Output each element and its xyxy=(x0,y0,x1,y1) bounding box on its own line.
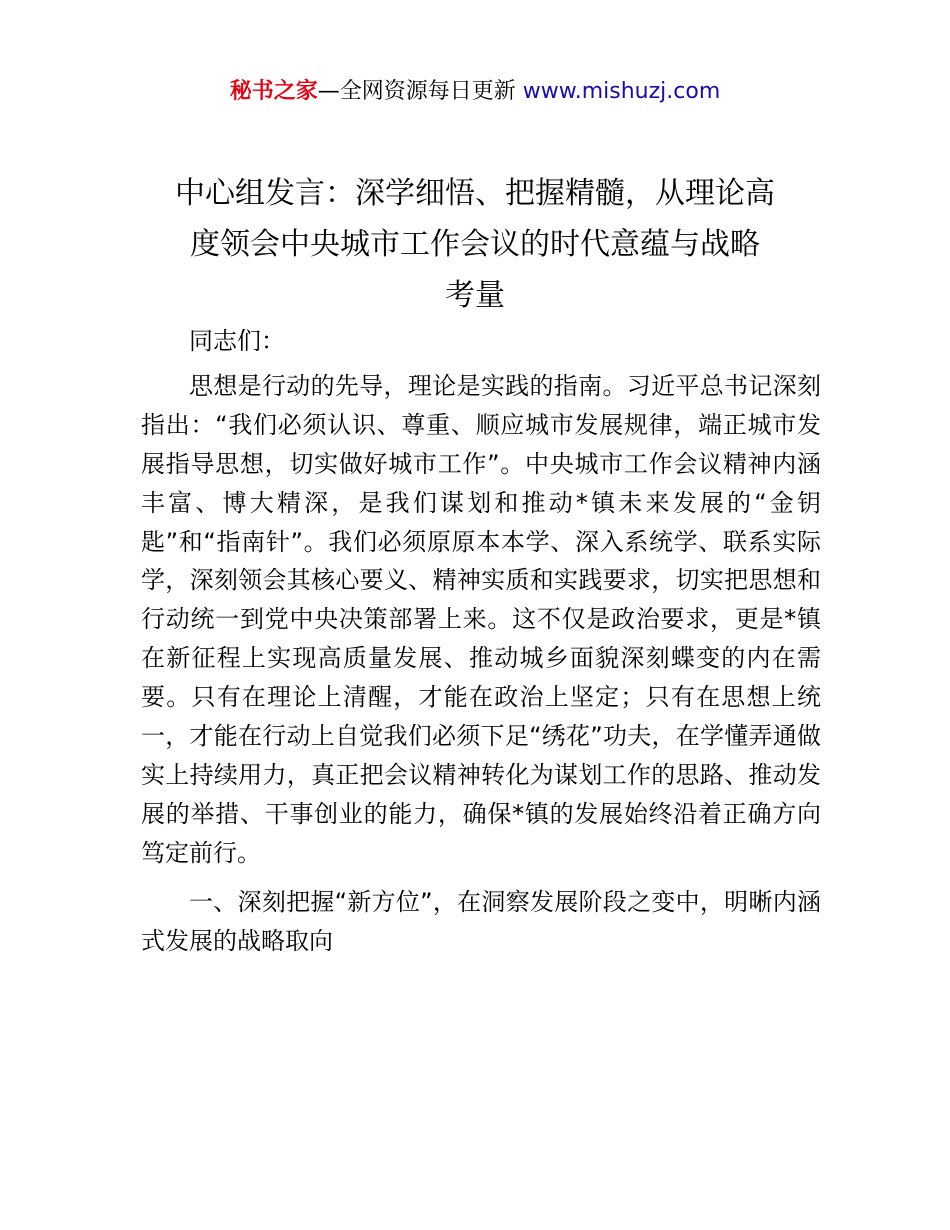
title-line: 考量 xyxy=(445,278,505,313)
header-tagline: —全网资源每日更新 xyxy=(317,79,523,104)
body-paragraph: 思想是行动的先导，理论是实践的指南。习近平总书记深刻指出：“我们必须认识、尊重、顺应城市发展规律，端正城市发展指导思想，切实做好城市工作”。中央城市工作会议精神内涵丰富、博大精深，是我们谋划和推动*镇未来发展的“金钥匙”和“指南针”。我们必须原原本本学、深入系统学、联系实际学，深刻领会其核心要义、精神实质和实践要求，切实把思想和行动统一到党中央决策部署上来。这不仅是政治要求，更是*镇在新征程上实现高质量发展、推动城乡面貌深刻蝶变的内在需要。只有在理论上清醒，才能在政治上坚定；只有在思想上统一，才能在行动上自觉我们必须下足“绣花”功夫，在学懂弄通做实上持续用力，真正把会议精神转化为谋划工作的思路、推动发展的举措、干事创业的能力，确保*镇的发展始终沿着正确方向笃定前行。 xyxy=(141,371,821,867)
greeting: 同志们： xyxy=(189,327,285,355)
title-line: 度领会中央城市工作会议的时代意蕴与战略 xyxy=(190,227,760,262)
brand-name: 秘书之家 xyxy=(229,79,318,104)
title-line: 中心组发言：深学细悟、把握精髓，从理论高 xyxy=(175,176,775,211)
section-heading: 一、深刻把握“新方位”，在洞察发展阶段之变中，明晰内涵式发展的战略取向 xyxy=(141,887,821,955)
site-url-link[interactable]: www.mishuzj.com xyxy=(522,79,721,104)
site-header xyxy=(0,76,950,108)
document-title xyxy=(120,168,830,321)
document-body xyxy=(141,322,821,961)
